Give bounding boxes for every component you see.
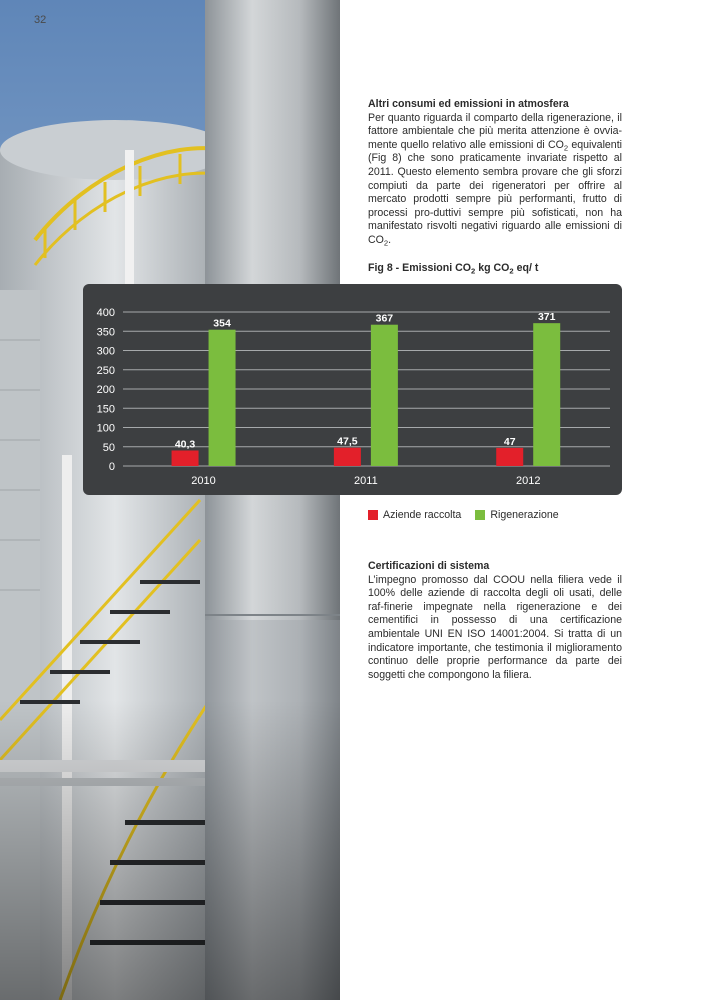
y-tick-label: 150 [96, 403, 115, 416]
legend-item-rigenerazione [475, 509, 558, 521]
data-label: 354 [213, 317, 231, 330]
chart-canvas [83, 284, 622, 495]
bar-rigenerazione [371, 325, 398, 466]
caption-text: kg CO [475, 262, 510, 274]
data-label: 47 [503, 435, 516, 448]
y-tick-label: 400 [96, 307, 115, 319]
bar-rigenerazione [533, 323, 560, 466]
data-label: 371 [537, 311, 556, 324]
legend-swatch-green [475, 510, 485, 520]
bar-aziende [334, 448, 361, 466]
y-tick-label: 0 [108, 461, 115, 473]
chart-legend [368, 509, 559, 521]
legend-swatch-red [368, 510, 378, 520]
section-title-certifications: Certificazioni di sistema [368, 560, 490, 572]
bar-rigenerazione [209, 330, 236, 466]
section-certifications [368, 560, 622, 682]
section-body-emissions [368, 112, 622, 248]
caption-text: eq/ t [513, 262, 539, 274]
legend-label: Rigenerazione [490, 509, 559, 521]
bar-aziende [172, 450, 199, 466]
legend-label: Aziende raccolta [383, 509, 462, 521]
x-tick-label: 2011 [354, 475, 378, 487]
subscript: 2 [383, 238, 389, 248]
caption-text: Fig 8 - Emissioni CO [368, 262, 472, 274]
legend-item-aziende [368, 509, 461, 521]
subscript: 2 [509, 266, 514, 276]
section-title-emissions: Altri consumi ed emissioni in atmosfera [368, 98, 569, 110]
body-text: . [388, 233, 392, 246]
subscript: 2 [471, 266, 476, 276]
body-text: equivalenti (Fig 8) che sono praticamente invariate rispetto al 2011. Questo elemento sembra provare che gli sforzi compiuti da parte dei rigeneratori per offrire al mercato prodotti sempre più performanti, frutto di processi pro-duttivi sempre più sofisticati, non ha manifestato risvolti negativi riguardo alle emissioni di CO [368, 138, 622, 246]
body-text: Per quanto riguarda il comparto della rigenerazione, il fattore ambientale che più merita attenzione è ovvia-mente quello relativo alle emissioni di CO [368, 111, 622, 151]
subscript: 2 [563, 143, 569, 153]
section-emissions [368, 98, 622, 248]
figure-caption [368, 262, 538, 274]
page-number: 32 [34, 14, 47, 26]
emissions-bar-chart [83, 284, 622, 495]
bar-aziende [496, 448, 523, 466]
y-tick-label: 300 [96, 345, 115, 358]
data-label: 40,3 [174, 438, 196, 451]
x-tick-label: 2012 [515, 475, 541, 487]
data-label: 47,5 [337, 435, 358, 448]
y-tick-label: 200 [96, 384, 115, 396]
y-tick-label: 50 [102, 441, 115, 454]
y-tick-label: 100 [96, 422, 115, 435]
y-tick-label: 250 [96, 364, 115, 377]
y-tick-label: 350 [96, 326, 115, 339]
industrial-tanks-photo [0, 0, 340, 1000]
data-label: 367 [375, 312, 394, 325]
section-body-certifications: L’impegno promosso dal COOU nella filiera vede il 100% delle aziende di raccolta degli oli usati, delle raf-finerie impegnate nella rigenerazione e dei cementifici in possesso di una certificazione ambientale UNI EN ISO 14001:2004. Si tratta di un indicatore importante, che testimonia il miglioramento continuo delle proprie performance da parte dei soggetti che compongono la filiera. [368, 573, 622, 681]
x-tick-label: 2010 [191, 475, 216, 487]
